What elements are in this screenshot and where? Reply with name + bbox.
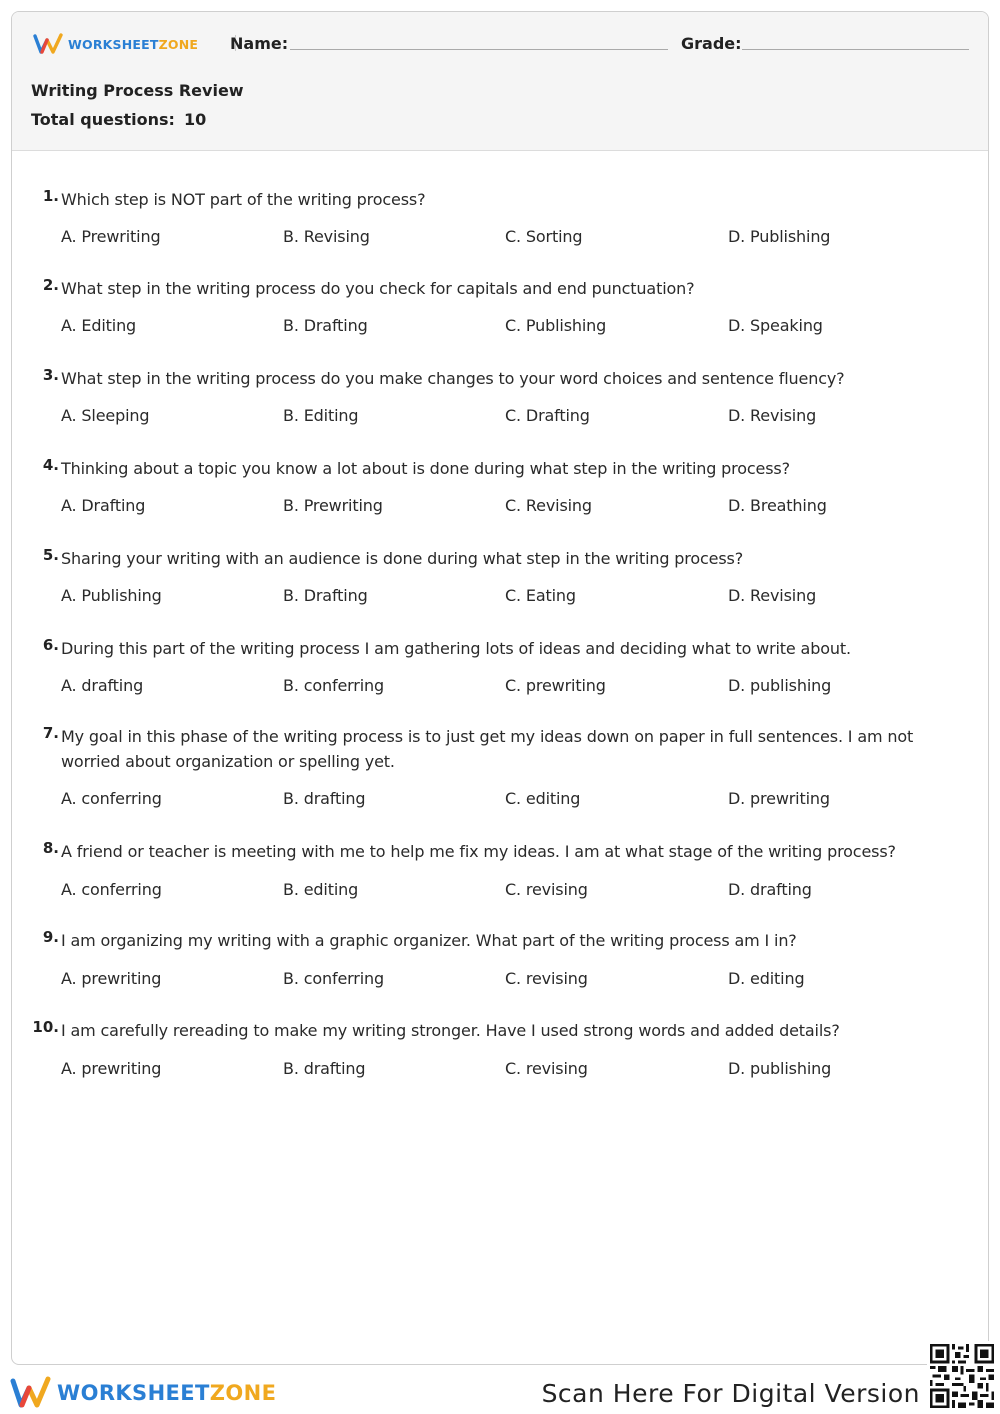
answer-option-b[interactable]: B. Prewriting [283, 496, 383, 515]
question-number: 3. [42, 366, 59, 384]
question-text: A friend or teacher is meeting with me to help me fix my ideas. I am at what stage of the writing process? [61, 842, 896, 861]
answer-option-c[interactable]: C. Publishing [505, 316, 607, 335]
question-item [12, 187, 988, 251]
answer-option-c[interactable]: C. revising [505, 880, 588, 899]
answer-option-b[interactable]: B. editing [283, 880, 359, 899]
question-text: What step in the writing process do you check for capitals and end punctuation? [61, 279, 695, 298]
brand-name: WORKSHEETZONE [68, 36, 199, 52]
question-item [12, 456, 988, 520]
answer-option-a[interactable]: A. Publishing [61, 586, 162, 605]
question-number: 4. [42, 456, 59, 474]
qr-code-icon[interactable] [927, 1341, 997, 1411]
answer-option-d[interactable]: D. editing [728, 969, 805, 988]
name-field-line[interactable] [290, 49, 668, 50]
scan-prompt: Scan Here For Digital Version [541, 1379, 920, 1408]
answer-option-a[interactable]: A. Drafting [61, 496, 146, 515]
question-text: I am carefully rereading to make my writing stronger. Have I used strong words and added details? [61, 1021, 840, 1040]
question-number: 2. [42, 276, 59, 294]
answer-option-c[interactable]: C. Drafting [505, 406, 590, 425]
worksheet-header [12, 12, 988, 151]
footer-brand-logo [10, 1376, 276, 1410]
question-text: Sharing your writing with an audience is done during what step in the writing process? [61, 549, 744, 568]
answer-option-b[interactable]: B. Drafting [283, 316, 368, 335]
question-number: 5. [42, 546, 59, 564]
total-questions [31, 110, 206, 129]
answer-option-a[interactable]: A. Sleeping [61, 406, 150, 425]
answer-option-a[interactable]: A. Prewriting [61, 227, 161, 246]
question-number: 7. [42, 724, 59, 742]
answer-option-a[interactable]: A. prewriting [61, 1059, 162, 1078]
answer-option-d[interactable]: D. drafting [728, 880, 812, 899]
answer-option-b[interactable]: B. Drafting [283, 586, 368, 605]
answer-option-d[interactable]: D. prewriting [728, 789, 830, 808]
question-text: What step in the writing process do you make changes to your word choices and sentence fluency? [61, 369, 845, 388]
answer-option-b[interactable]: B. drafting [283, 1059, 366, 1078]
grade-label: Grade: [681, 34, 742, 53]
answer-option-d[interactable]: D. publishing [728, 1059, 832, 1078]
total-label: Total questions: [31, 110, 175, 129]
logo-mark-icon [33, 33, 65, 55]
answer-option-d[interactable]: D. Publishing [728, 227, 831, 246]
worksheet-page [11, 11, 989, 1365]
logo-mark-icon [10, 1376, 52, 1410]
question-item [12, 1018, 988, 1083]
answer-option-b[interactable]: B. conferring [283, 969, 385, 988]
answer-option-b[interactable]: B. drafting [283, 789, 366, 808]
question-item [12, 636, 988, 700]
answer-option-d[interactable]: D. Breathing [728, 496, 827, 515]
answer-option-c[interactable]: C. revising [505, 969, 588, 988]
answer-option-a[interactable]: A. conferring [61, 880, 162, 899]
answer-option-c[interactable]: C. Sorting [505, 227, 583, 246]
answer-option-a[interactable]: A. Editing [61, 316, 137, 335]
footer-brand-name: WORKSHEETZONE [57, 1381, 277, 1405]
question-text: Thinking about a topic you know a lot about is done during what step in the writing process? [61, 459, 790, 478]
answer-option-d[interactable]: D. Revising [728, 406, 817, 425]
question-text: During this part of the writing process I am gathering lots of ideas and deciding what to write about. [61, 639, 851, 658]
answer-option-c[interactable]: C. revising [505, 1059, 588, 1078]
answer-option-d[interactable]: D. Speaking [728, 316, 823, 335]
question-text: My goal in this phase of the writing process is to just get my ideas down on paper in full sentences. I am not worried about organization or spelling yet. [61, 727, 914, 771]
question-number: 9. [42, 928, 59, 946]
worksheet-title: Writing Process Review [31, 81, 244, 100]
question-item [12, 839, 988, 904]
question-number: 6. [42, 636, 59, 654]
answer-option-d[interactable]: D. publishing [728, 676, 832, 695]
answer-option-c[interactable]: C. Revising [505, 496, 592, 515]
question-text: I am organizing my writing with a graphic organizer. What part of the writing process am I in? [61, 931, 797, 950]
answer-option-b[interactable]: B. Editing [283, 406, 359, 425]
name-label: Name: [230, 34, 289, 53]
answer-option-b[interactable]: B. conferring [283, 676, 385, 695]
answer-option-a[interactable]: A. drafting [61, 676, 144, 695]
question-item [12, 366, 988, 430]
answer-option-c[interactable]: C. Eating [505, 586, 576, 605]
question-text: Which step is NOT part of the writing process? [61, 190, 426, 209]
answer-option-a[interactable]: A. prewriting [61, 969, 162, 988]
question-item [12, 546, 988, 610]
question-number: 1. [42, 187, 59, 205]
question-number: 10. [32, 1018, 59, 1036]
question-item [12, 724, 988, 813]
answer-option-c[interactable]: C. prewriting [505, 676, 606, 695]
grade-field-line[interactable] [742, 49, 969, 50]
question-number: 8. [42, 839, 59, 857]
question-item [12, 928, 988, 993]
answer-option-a[interactable]: A. conferring [61, 789, 162, 808]
total-value: 10 [183, 110, 207, 129]
answer-option-c[interactable]: C. editing [505, 789, 581, 808]
question-item [12, 276, 988, 340]
answer-option-d[interactable]: D. Revising [728, 586, 817, 605]
brand-logo [33, 33, 198, 55]
answer-option-b[interactable]: B. Revising [283, 227, 370, 246]
